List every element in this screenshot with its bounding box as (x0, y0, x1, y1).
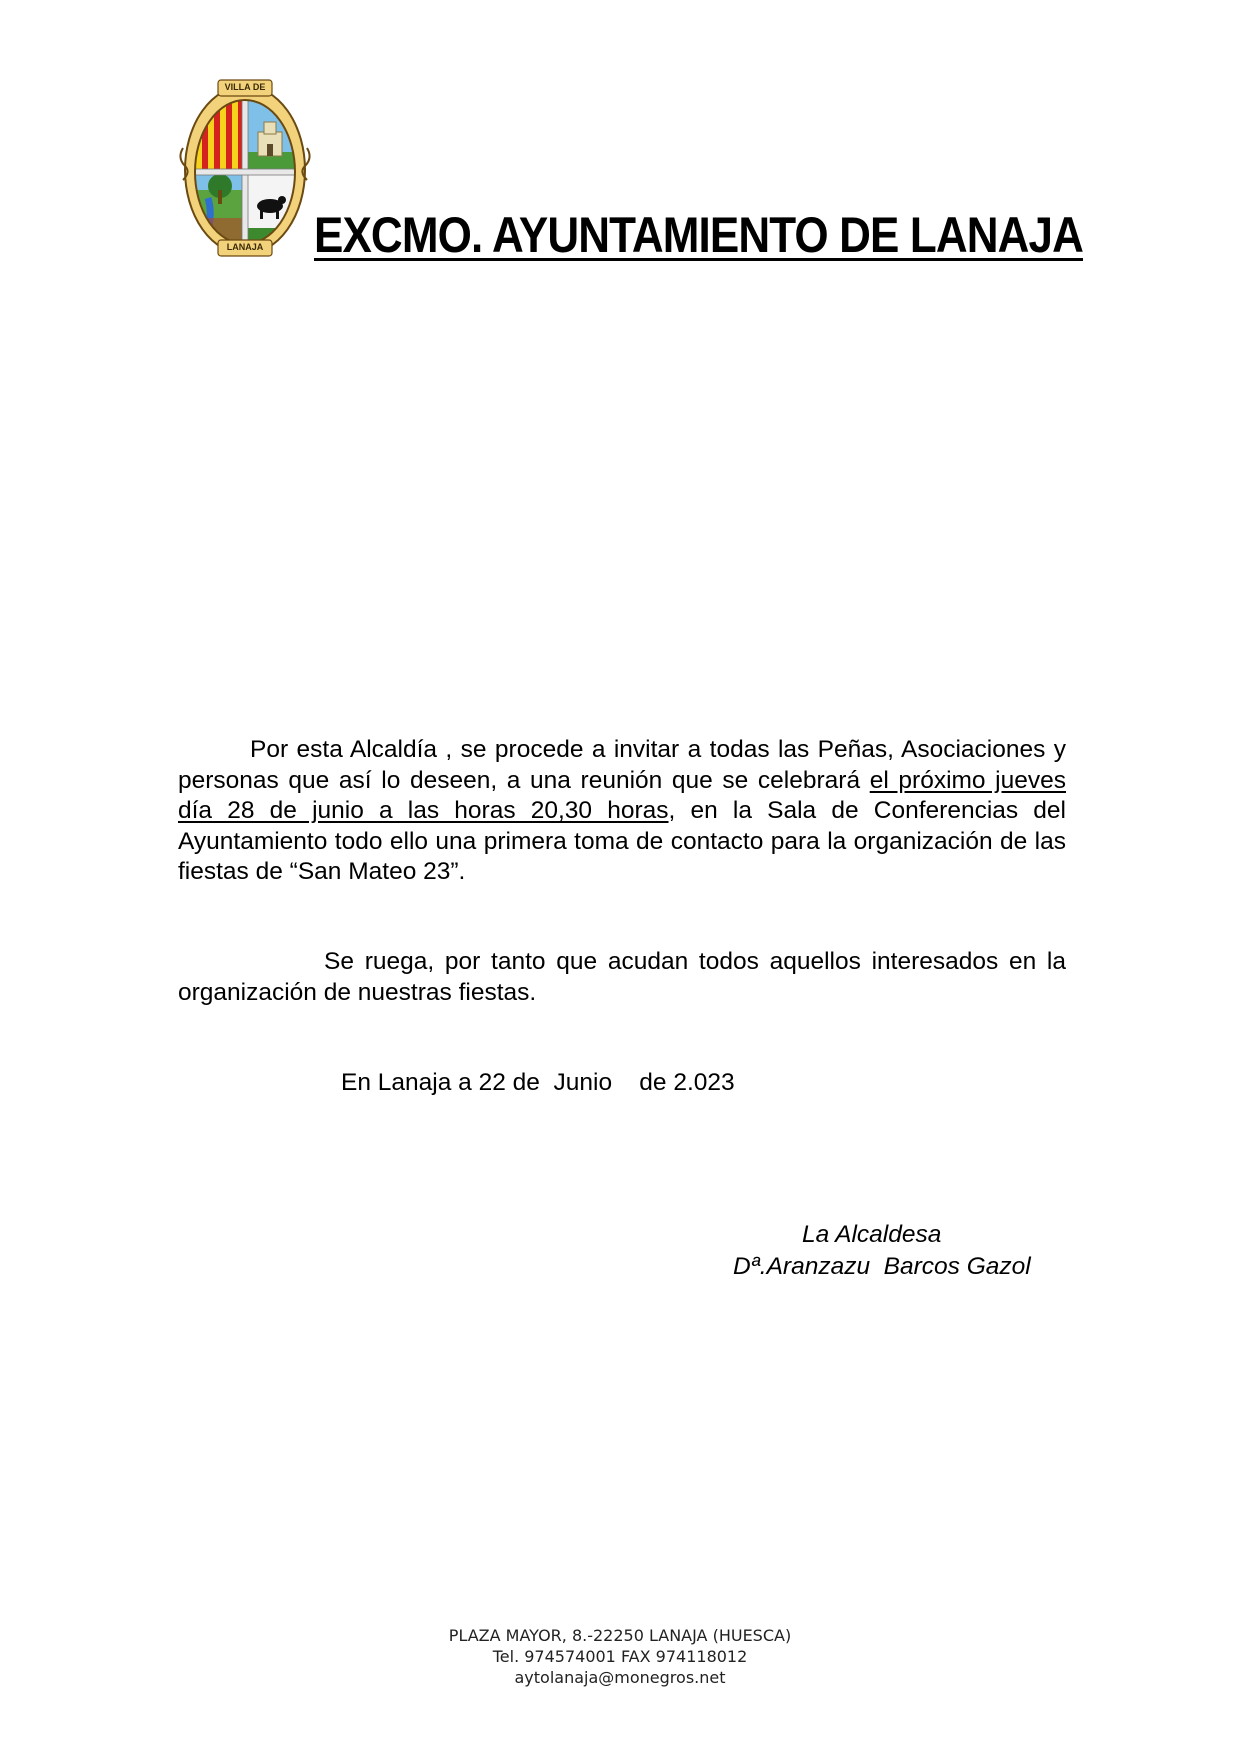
footer-address: PLAZA MAYOR, 8.-22250 LANAJA (HUESCA) (448, 1626, 792, 1645)
request-paragraph (178, 947, 1066, 1008)
footer-email: aytolanaja@monegros.net (514, 1668, 726, 1687)
place-date-line: En Lanaja a 22 de Junio de 2.023 (341, 1069, 735, 1096)
invitation-text-start: Por esta Alcaldía , se procede a invitar a todas las Peñas, Asociaciones y personas que así lo deseen, a una reunión que se celebrará (178, 736, 1066, 794)
signatory-role: La Alcaldesa (802, 1221, 942, 1248)
crest-bottom-label: LANAJA (226, 242, 264, 252)
letterhead-title: EXCMO. AYUNTAMIENTO DE LANAJA (314, 207, 1083, 263)
crest-top-label: VILLA DE (224, 82, 266, 92)
municipal-crest-logo (178, 78, 312, 258)
meeting-date-time: el próximo jueves día 28 de junio a las horas 20,30 horas (178, 766, 1066, 824)
request-text: Se ruega, por tanto que acudan todos aquellos interesados en la organización de nuestras fiestas. (178, 948, 1066, 1006)
invitation-paragraph (178, 735, 1066, 888)
footer-contact (0, 1625, 1240, 1688)
footer-phone-fax: Tel. 974574001 FAX 974118012 (492, 1647, 748, 1666)
signatory-name: Dª.Aranzazu Barcos Gazol (733, 1253, 1031, 1280)
invitation-text-end: , en la Sala de Conferencias del Ayuntamiento todo ello una primera toma de contacto para la organización de las fiestas de “San Mateo 23”. (178, 797, 1066, 885)
